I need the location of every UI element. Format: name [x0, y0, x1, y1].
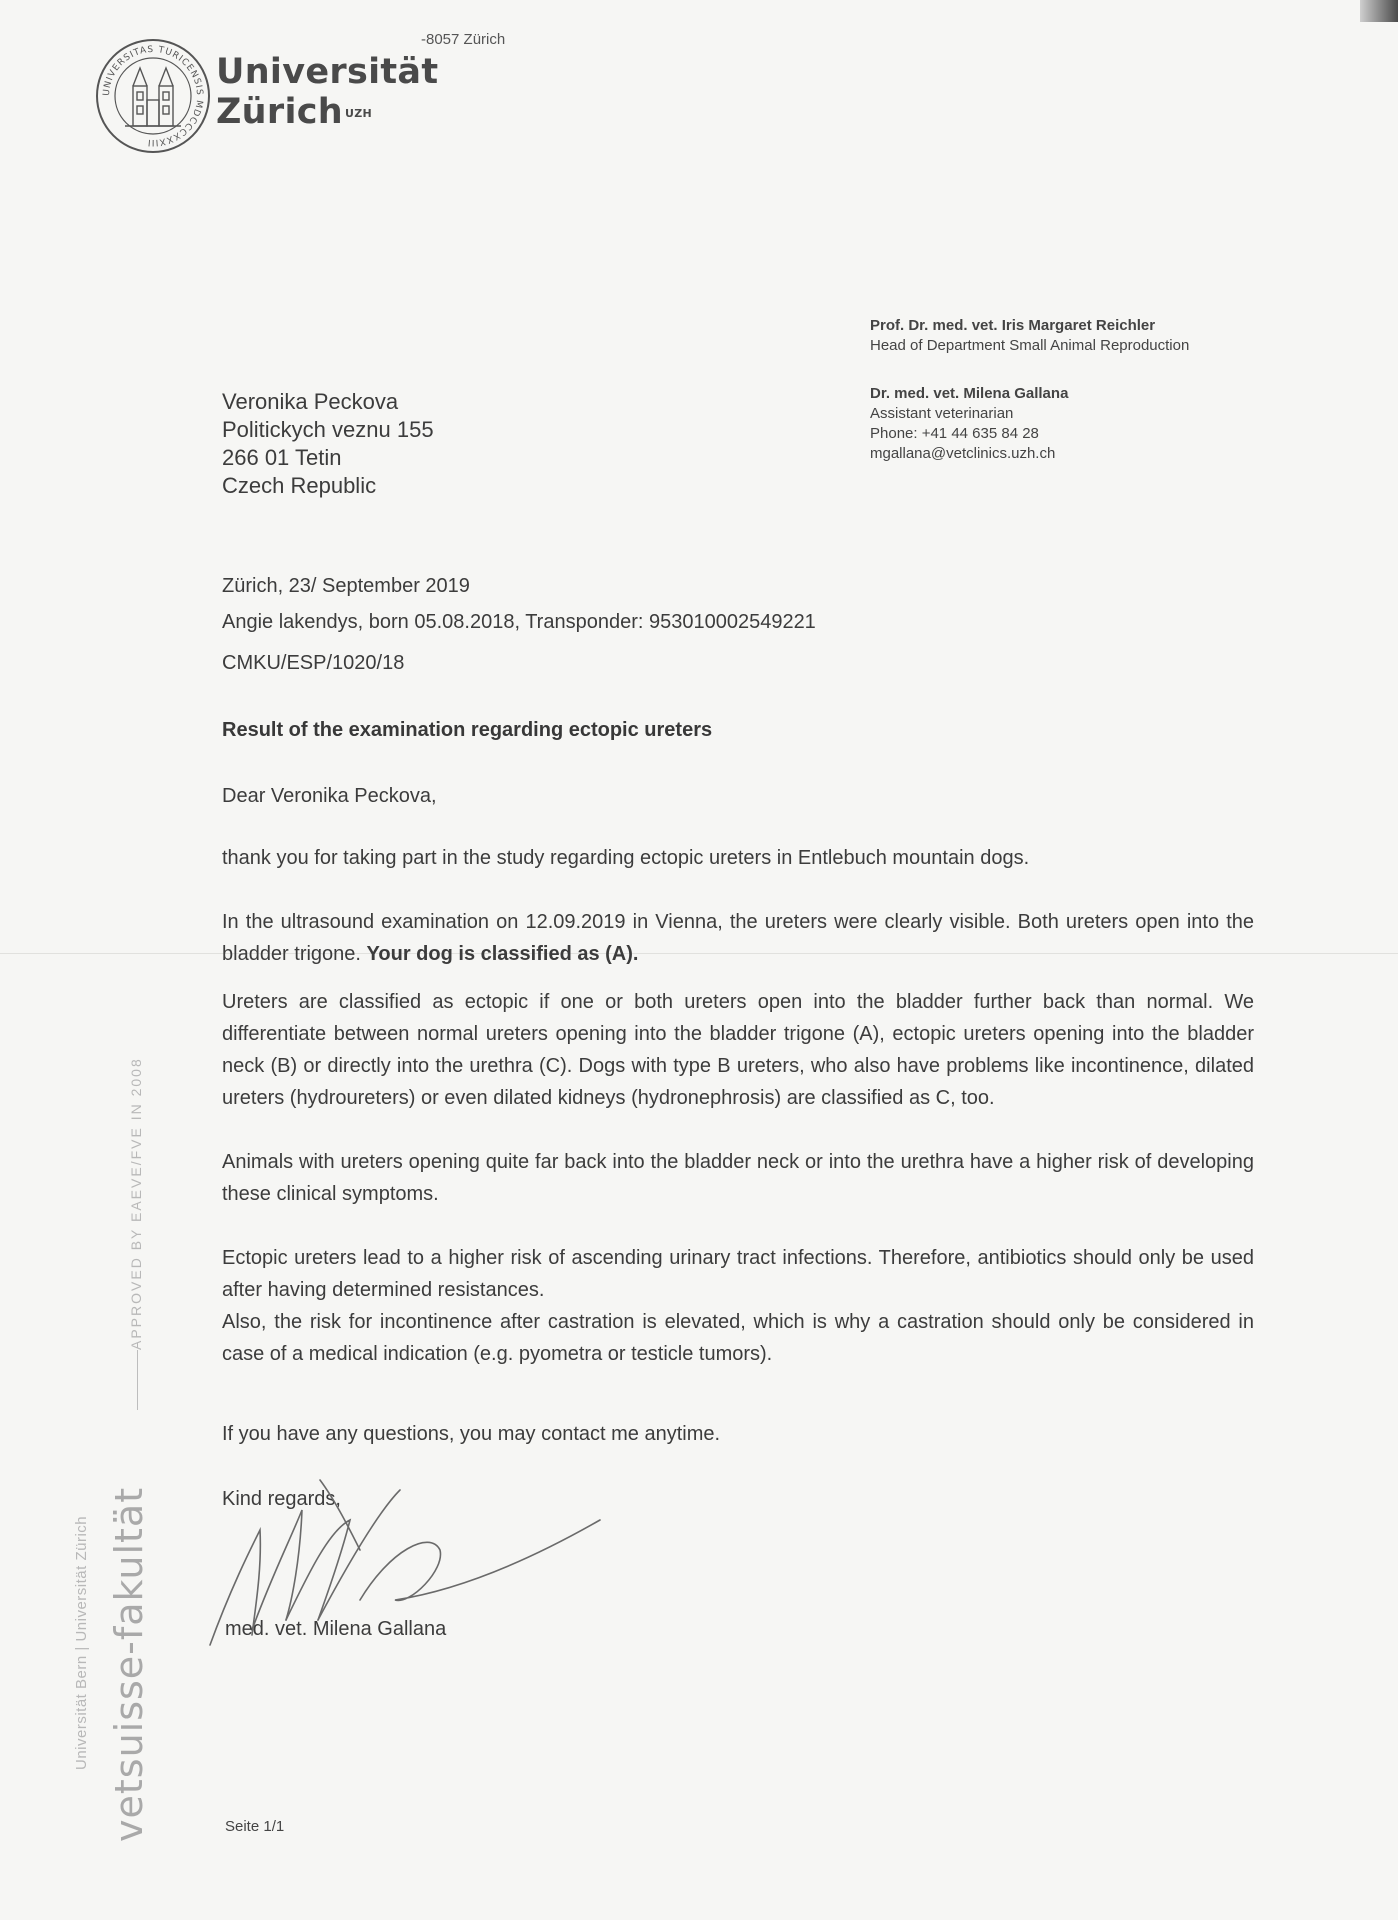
approval-notice: APPROVED BY EAEVE/FVE IN 2008: [128, 1057, 144, 1350]
university-seal-icon: [95, 38, 211, 154]
paragraph-castration: Also, the risk for incontinence after castration is elevated, which is why a castration should only be considered in case of a medical indication (e.g. pyometra or testicle tumors).: [222, 1311, 1254, 1365]
paragraph-classification: Ureters are classified as ectopic if one or both ureters open into the bladder further back than normal. We differentiate between normal ureters opening into the bladder trigone (A), ectopic ureters opening into the bladder neck (B) or directly into the urethra (C). Dogs with type B ureters, who also have problems like incontinence, dilated ureters (hydroureters) or even dilated kidneys (hydronephrosis) are classified as C, too.: [222, 991, 1254, 1109]
assistant-name: Dr. med. vet. Milena Gallana: [870, 385, 1069, 402]
uzh-superscript: UZH: [345, 107, 373, 120]
page-number: Seite 1/1: [225, 1818, 285, 1835]
university-name-line2: Zürich: [216, 92, 344, 132]
sender-block: [870, 316, 1189, 464]
paragraph-risk: Animals with ureters opening quite far back into the bladder neck or into the urethra have a higher risk of developing these clinical symptoms.: [222, 1151, 1254, 1205]
head-title: Head of Department Small Animal Reproduction: [870, 337, 1190, 354]
paragraph-thanks: thank you for taking part in the study regarding ectopic ureters in Entlebuch mountain dogs.: [222, 847, 1030, 869]
recipient-street: Politickych veznu 155: [222, 417, 434, 442]
paragraph-contact: If you have any questions, you may contact me anytime.: [222, 1423, 721, 1445]
salutation: Dear Veronika Peckova,: [222, 785, 437, 807]
date-line: Zürich, 23/ September 2019: [222, 575, 470, 597]
recipient-address: [222, 388, 434, 500]
assistant-title: Assistant veterinarian: [870, 405, 1014, 422]
university-name-line1: Universität: [216, 52, 439, 92]
seal-text: UNIVERSITAS TURICENSIS MDCCCXXXIII: [101, 44, 205, 148]
universities-label: Universität Bern | Universität Zürich: [73, 1515, 90, 1770]
closing: Kind regards,: [222, 1488, 341, 1510]
paragraph-infections: Ectopic ureters lead to a higher risk of ascending urinary tract infections. Therefore, antibiotics should only be used after having determined resistances.: [222, 1247, 1254, 1301]
approval-rule: [137, 1350, 138, 1410]
scan-edge-shadow: [1360, 0, 1398, 22]
head-name: Prof. Dr. med. vet. Iris Margaret Reichler: [870, 317, 1156, 334]
dog-line: Angie lakendys, born 05.08.2018, Transponder: 953010002549221: [222, 611, 816, 633]
recipient-city: 266 01 Tetin: [222, 445, 342, 470]
university-logo-wordmark: [216, 52, 438, 132]
classification-result: Your dog is classified as (A).: [366, 943, 639, 965]
reference-line: CMKU/ESP/1020/18: [222, 652, 405, 674]
subject-line: Result of the examination regarding ectopic ureters: [222, 719, 713, 741]
faculty-label: vetsuisse-fakultät: [107, 1486, 151, 1842]
result-text: In the ultrasound examination on 12.09.2019 in Vienna, the ureters were clearly visible. Both ureters open into the bladder trigone.: [222, 911, 1254, 965]
sender-email: mgallana@vetclinics.uzh.ch: [870, 445, 1056, 462]
paragraph-result: [222, 906, 1254, 970]
signer-name: med. vet. Milena Gallana: [225, 1618, 447, 1640]
svg-text:UNIVERSITAS TURICENSIS MDCCCXX: [102, 45, 204, 147]
recipient-country: Czech Republic: [222, 473, 377, 498]
sender-phone: Phone: +41 44 635 84 28: [870, 425, 1039, 442]
recipient-name: Veronika Peckova: [222, 389, 399, 414]
postal-code: -8057 Zürich: [421, 31, 506, 48]
